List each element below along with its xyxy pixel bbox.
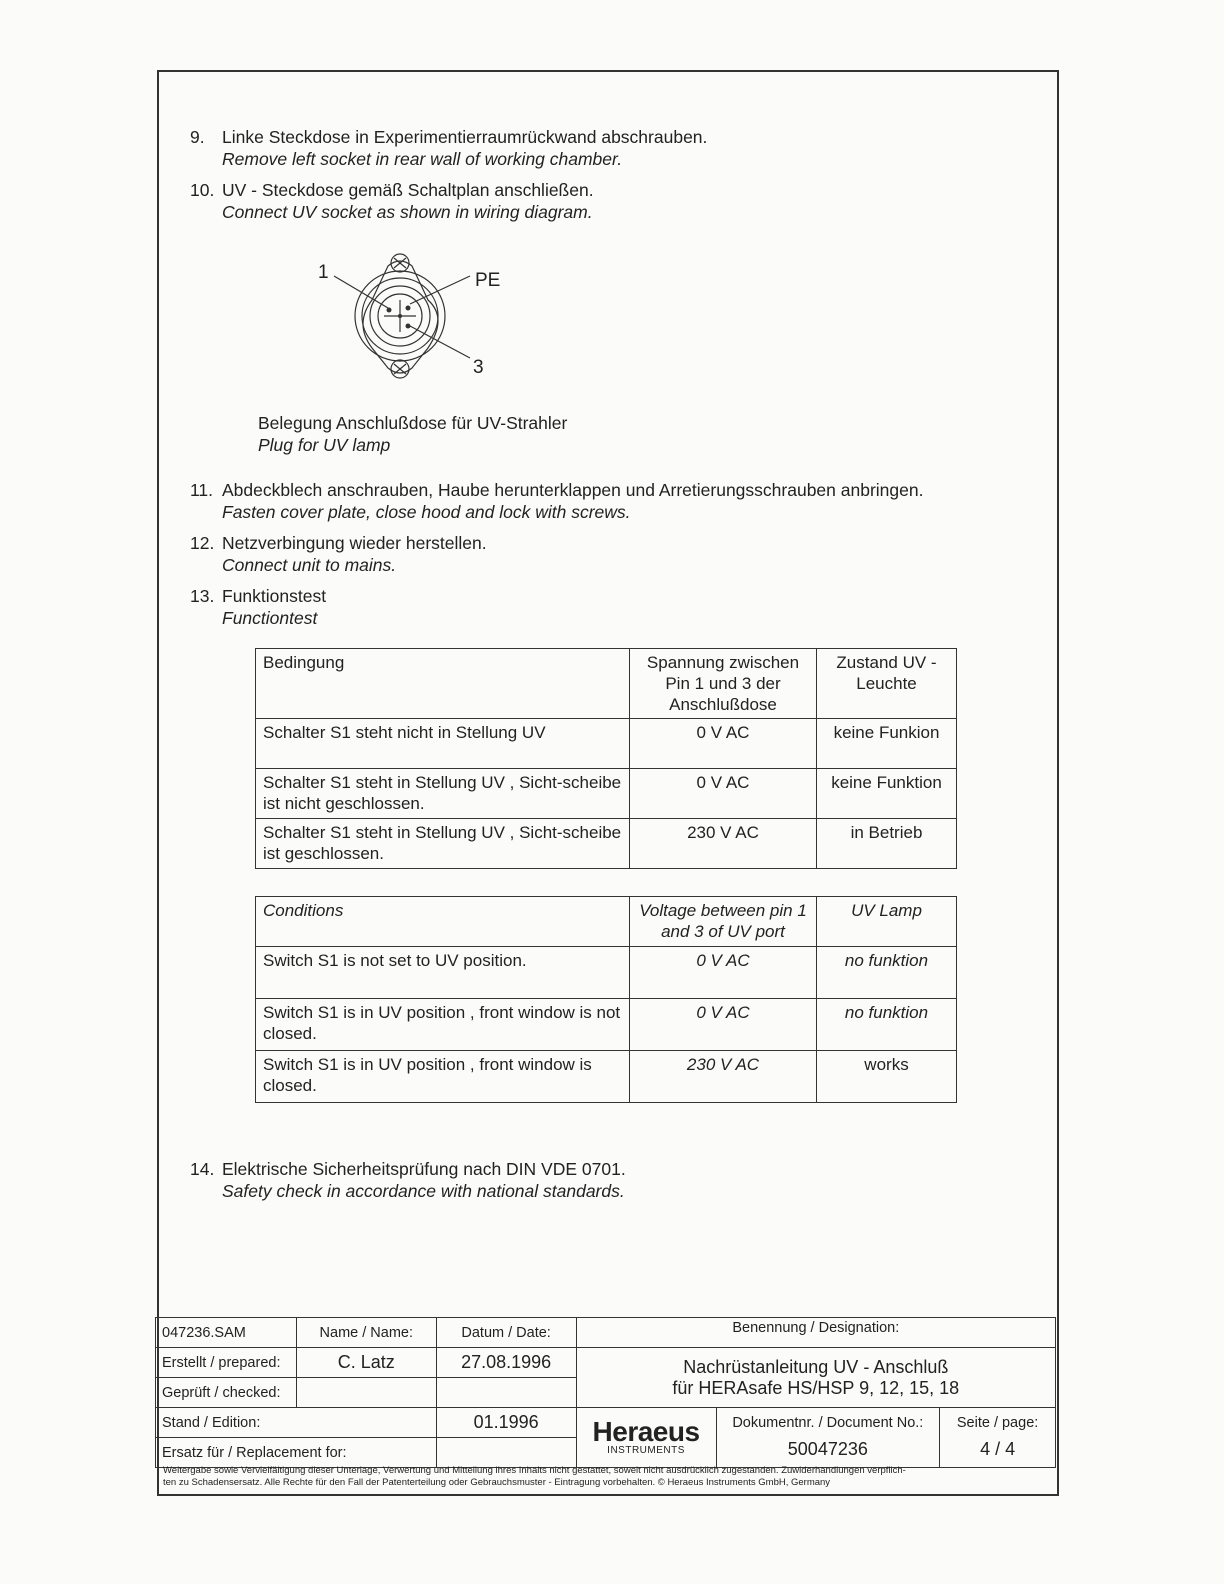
legal-notice-line-1: Weitergabe sowie Vervielfältigung dieser Unterlage, Verwertung und Mitteilung ihres Inhalts nicht gestattet, soweit nicht ausdrücklich zugestanden. Zuwiderhandlungen verpflich- bbox=[163, 1465, 906, 1476]
step-text-en: Remove left socket in rear wall of working chamber. bbox=[222, 149, 623, 169]
edition-label: Stand / Edition: bbox=[156, 1408, 437, 1438]
diagram-caption bbox=[258, 412, 567, 456]
step-text-de: Funktionstest bbox=[222, 586, 327, 606]
checked-name bbox=[296, 1378, 436, 1408]
header-condition: Bedingung bbox=[256, 649, 630, 719]
step-9 bbox=[190, 126, 707, 170]
cell-lamp-state: no funktion bbox=[817, 999, 957, 1051]
function-test-table-en bbox=[255, 896, 957, 1103]
cell-voltage: 0 V AC bbox=[630, 769, 817, 819]
cell-condition: Switch S1 is in UV position , front window is closed. bbox=[256, 1051, 630, 1103]
step-number: 11. bbox=[190, 480, 214, 500]
checked-date bbox=[436, 1378, 576, 1408]
prepared-date: 27.08.1996 bbox=[436, 1348, 576, 1378]
table-header-row bbox=[256, 897, 957, 947]
table-row bbox=[256, 719, 957, 769]
cell-condition: Schalter S1 steht in Stellung UV , Sicht-scheibe ist geschlossen. bbox=[256, 819, 630, 869]
cell-voltage: 0 V AC bbox=[630, 719, 817, 769]
cell-condition: Switch S1 is not set to UV position. bbox=[256, 947, 630, 999]
cell-voltage: 0 V AC bbox=[630, 947, 817, 999]
header-lamp-state: UV Lamp bbox=[817, 897, 957, 947]
cell-condition: Schalter S1 steht nicht in Stellung UV bbox=[256, 719, 630, 769]
table-header-row bbox=[256, 649, 957, 719]
prepared-name: C. Latz bbox=[296, 1348, 436, 1378]
replacement-value bbox=[436, 1438, 576, 1468]
pin-label-3: 3 bbox=[473, 357, 484, 378]
cell-lamp-state: in Betrieb bbox=[817, 819, 957, 869]
cell-lamp-state: keine Funkion bbox=[817, 719, 957, 769]
step-text-en: Connect unit to mains. bbox=[222, 555, 397, 575]
docno-label: Dokumentnr. / Document No.: bbox=[732, 1415, 924, 1431]
designation-line-2: für HERAsafe HS/HSP 9, 12, 15, 18 bbox=[672, 1377, 960, 1398]
docno-value: 50047236 bbox=[787, 1439, 868, 1459]
step-number: 14. bbox=[190, 1159, 215, 1179]
cell-condition: Switch S1 is in UV position , front window is not closed. bbox=[256, 999, 630, 1051]
step-text-de: UV - Steckdose gemäß Schaltplan anschließen. bbox=[222, 180, 594, 200]
step-13 bbox=[190, 585, 326, 629]
step-text-de: Netzverbingung wieder herstellen. bbox=[222, 533, 487, 553]
step-text-de: Abdeckblech anschrauben, Haube herunterklappen und Arretierungsschrauben anbringen. bbox=[222, 480, 924, 500]
step-text-en: Functiontest bbox=[222, 608, 318, 628]
step-number: 10. bbox=[190, 180, 215, 200]
step-text-de: Elektrische Sicherheitsprüfung nach DIN VDE 0701. bbox=[222, 1159, 626, 1179]
date-label: Datum / Date: bbox=[436, 1318, 576, 1348]
legal-notice-line-2: ten zu Schadensersatz. Alle Rechte für den Fall der Patenterteilung oder Gebrauchsmuster - Eintragung vorbehalten. © Heraeus Instruments GmbH, Germany bbox=[163, 1477, 831, 1488]
step-12 bbox=[190, 532, 487, 576]
designation-label: Benennung / Designation: bbox=[576, 1318, 1055, 1348]
cell-voltage: 230 V AC bbox=[630, 819, 817, 869]
file-name: 047236.SAM bbox=[156, 1318, 297, 1348]
step-number: 13. bbox=[190, 586, 215, 606]
step-14 bbox=[190, 1158, 626, 1202]
prepared-label: Erstellt / prepared: bbox=[156, 1348, 297, 1378]
pin-label-pe: PE bbox=[475, 270, 501, 291]
title-block bbox=[155, 1317, 1056, 1468]
pin-label-1: 1 bbox=[318, 262, 329, 283]
step-10 bbox=[190, 179, 594, 223]
cell-voltage: 0 V AC bbox=[630, 999, 817, 1051]
function-test-table-de bbox=[255, 648, 957, 869]
heraeus-logo bbox=[576, 1408, 716, 1468]
checked-label: Geprüft / checked: bbox=[156, 1378, 297, 1408]
designation-line-1: Nachrüstanleitung UV - Anschluß bbox=[683, 1356, 949, 1377]
step-text-en: Connect UV socket as shown in wiring diagram. bbox=[222, 202, 593, 222]
document-number bbox=[716, 1408, 940, 1468]
step-text-de: Linke Steckdose in Experimentierraumrückwand abschrauben. bbox=[222, 127, 708, 147]
header-lamp-state: Zustand UV - Leuchte bbox=[817, 649, 957, 719]
step-text-en: Fasten cover plate, close hood and lock with screws. bbox=[222, 502, 631, 522]
table-row bbox=[256, 769, 957, 819]
page-number bbox=[940, 1408, 1056, 1468]
step-11 bbox=[190, 479, 923, 523]
legal-notice bbox=[163, 1465, 1053, 1489]
logo-subtitle: INSTRUMENTS bbox=[607, 1445, 685, 1456]
replacement-label: Ersatz für / Replacement for: bbox=[156, 1438, 437, 1468]
page-label: Seite / page: bbox=[956, 1415, 1039, 1431]
cell-voltage: 230 V AC bbox=[630, 1051, 817, 1103]
cell-lamp-state: works bbox=[817, 1051, 957, 1103]
logo-text: Heraeus bbox=[592, 1416, 700, 1447]
header-voltage: Voltage between pin 1 and 3 of UV port bbox=[630, 897, 817, 947]
edition-value: 01.1996 bbox=[436, 1408, 576, 1438]
name-label: Name / Name: bbox=[296, 1318, 436, 1348]
step-number: 12. bbox=[190, 533, 215, 553]
cell-lamp-state: no funktion bbox=[817, 947, 957, 999]
table-row bbox=[256, 819, 957, 869]
designation bbox=[576, 1348, 1055, 1408]
table-row bbox=[256, 947, 957, 999]
header-condition: Conditions bbox=[256, 897, 630, 947]
uv-socket-diagram bbox=[310, 248, 520, 383]
page-value: 4 / 4 bbox=[980, 1439, 1016, 1459]
table-row bbox=[256, 999, 957, 1051]
step-text-en: Safety check in accordance with national standards. bbox=[222, 1181, 625, 1201]
caption-en: Plug for UV lamp bbox=[258, 435, 391, 455]
cell-condition: Schalter S1 steht in Stellung UV , Sicht-scheibe ist nicht geschlossen. bbox=[256, 769, 630, 819]
step-number: 9. bbox=[190, 127, 205, 147]
cell-lamp-state: keine Funktion bbox=[817, 769, 957, 819]
caption-de: Belegung Anschlußdose für UV-Strahler bbox=[258, 413, 568, 433]
table-row bbox=[256, 1051, 957, 1103]
header-voltage: Spannung zwischen Pin 1 und 3 der Anschlußdose bbox=[630, 649, 817, 719]
